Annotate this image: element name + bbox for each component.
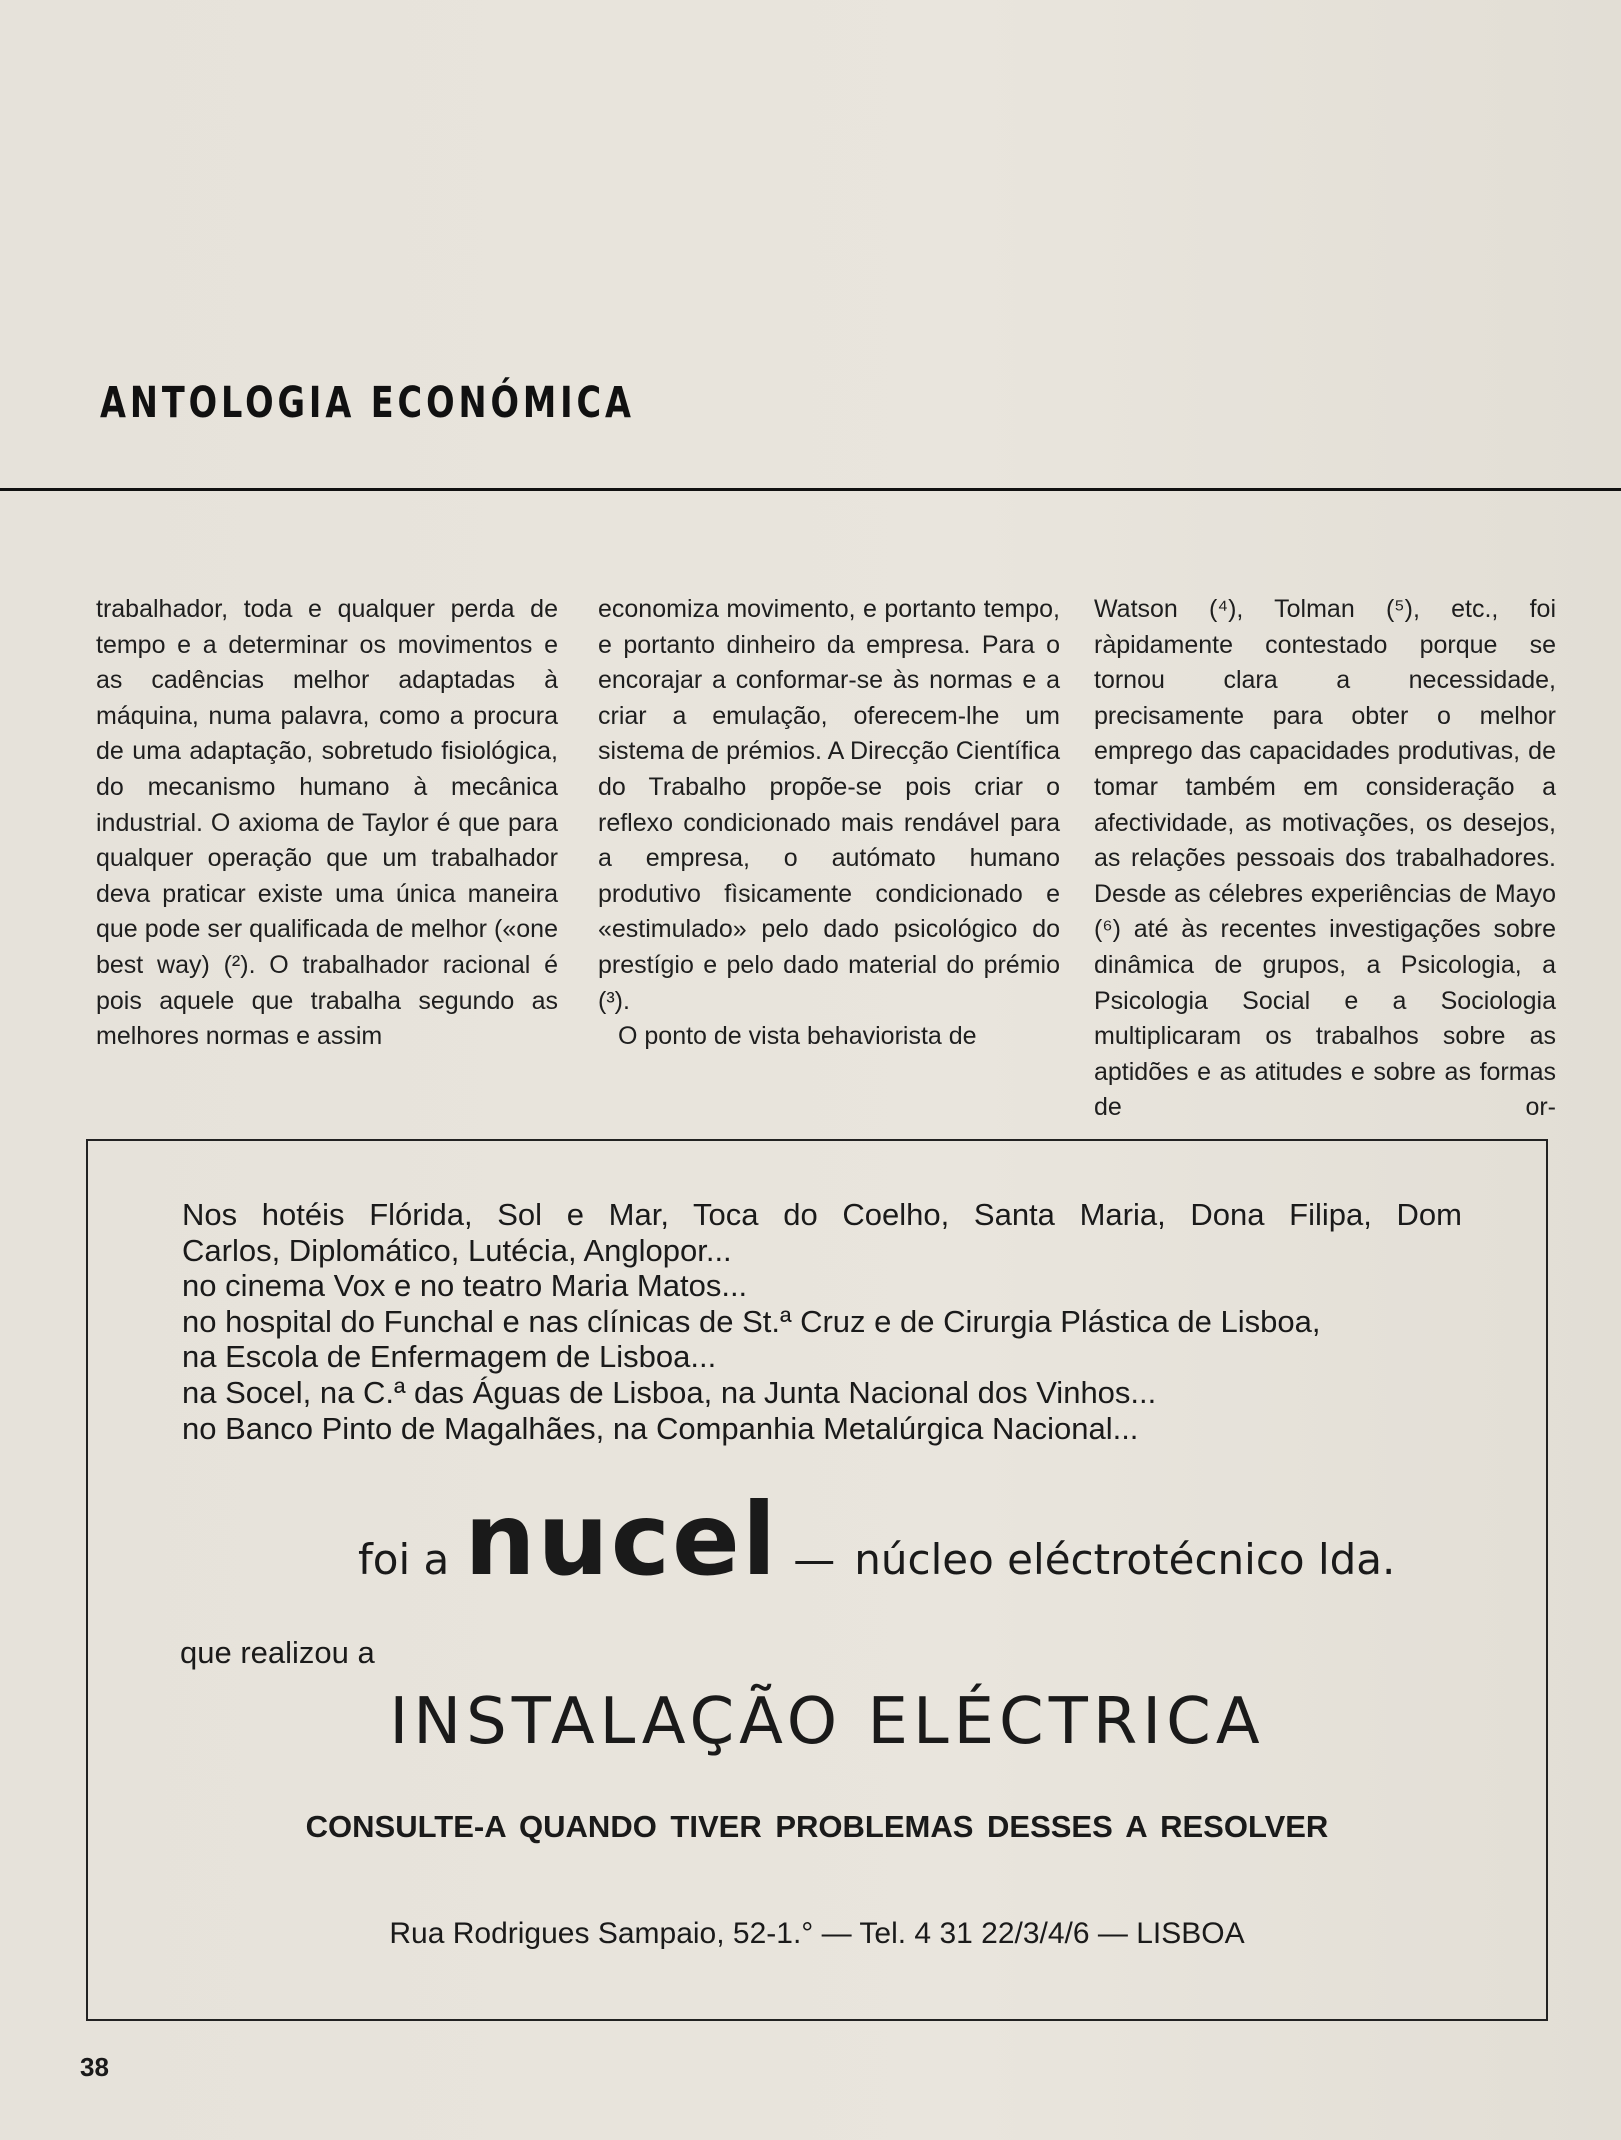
article-body	[96, 592, 1562, 1122]
article-paragraph: economiza movimento, e portanto tempo, e portanto dinheiro da empresa. Para o encorajar a conformar-se às normas e a criar a emulação, oferecem-lhe um sistema de prémios. A Direcção Científica do Trabalho propõe-se pois criar o reflexo condicionado mais rendável para a empresa, o autómato humano produtivo fìsicamente condicionado e «estimulado» pelo dado psicológico do prestígio e pelo dado material do prémio (³).	[598, 595, 1060, 1015]
article-column-3	[1094, 592, 1556, 1126]
ad-line: no hospital do Funchal e nas clínicas de St.ª Cruz e de Cirurgia Plástica de Lisboa,	[182, 1303, 1321, 1339]
page-number: 38	[80, 2052, 109, 2082]
article-column-1	[96, 592, 558, 1055]
ad-line: na Socel, na C.ª das Águas de Lisboa, na Junta Nacional dos Vinhos...	[182, 1374, 1157, 1410]
article-paragraph: O ponto de vista behaviorista de	[618, 1022, 977, 1051]
header-rule	[0, 488, 1621, 491]
ad-line: Nos hotéis Flórida, Sol e Mar, Toca do Coelho, Santa Maria, Dona Filipa, Dom	[182, 1197, 1462, 1232]
ad-lead-text: foi a	[358, 1535, 450, 1584]
article-paragraph: Watson (⁴), Tolman (⁵), etc., foi ràpidamente contestado porque se tornou clara a necessidade, precisamente para obter o melhor emprego das capacidades produtivas, de tomar também em consideração a afectividade, as motivações, os desejos, as relações pessoais dos trabalhadores. Desde as célebres experiências de Mayo (⁶) até às recentes investigações sobre dinâmica de grupos, a Psicologia, a Psicologia Social e a Sociologia multiplicaram os trabalhos sobre as aptidões e as atitudes e sobre as formas de or-	[1094, 595, 1556, 1122]
brand-logo: nucel	[464, 1481, 779, 1598]
article-paragraph: trabalhador, toda e qualquer perda de tempo e a determinar os movimentos e as cadências melhor adaptadas à máquina, numa palavra, como a procura de uma adaptação, sobretudo fisiológica, do mecanismo humano à mecânica industrial. O axioma de Taylor é que para qualquer operação que um trabalhador deva praticar existe uma única maneira que pode ser qualificada de melhor («one best way) (²). O trabalhador racional é pois aquele que trabalha segundo as melhores normas e assim	[96, 595, 558, 1051]
ad-brand-row	[358, 1481, 1395, 1601]
ad-line: no cinema Vox e no teatro Maria Matos...	[182, 1268, 748, 1304]
brand-description: núcleo eléctrotécnico lda.	[854, 1535, 1396, 1584]
section-title: ANTOLOGIA ECONÓMICA	[100, 378, 635, 428]
ad-line: no Banco Pinto de Magalhães, na Companhia Metalúrgica Nacional...	[182, 1410, 1139, 1446]
ad-client-list	[182, 1197, 1462, 1446]
article-column-2	[598, 592, 1060, 1055]
ad-line: na Escola de Enfermagem de Lisboa...	[182, 1339, 717, 1375]
ad-dash: —	[793, 1535, 836, 1584]
ad-subline: que realizou a	[180, 1635, 375, 1670]
ad-headline: INSTALAÇÃO ELÉCTRICA	[389, 1685, 1265, 1759]
ad-line: Carlos, Diplomático, Lutécia, Anglopor...	[182, 1232, 732, 1268]
advertisement-box	[86, 1139, 1548, 2021]
ad-address: Rua Rodrigues Sampaio, 52-1.° — Tel. 4 31 22/3/4/6 — LISBOA	[389, 1917, 1245, 1950]
ad-call-to-action: CONSULTE-A QUANDO TIVER PROBLEMAS DESSES A RESOLVER	[305, 1809, 1329, 1844]
